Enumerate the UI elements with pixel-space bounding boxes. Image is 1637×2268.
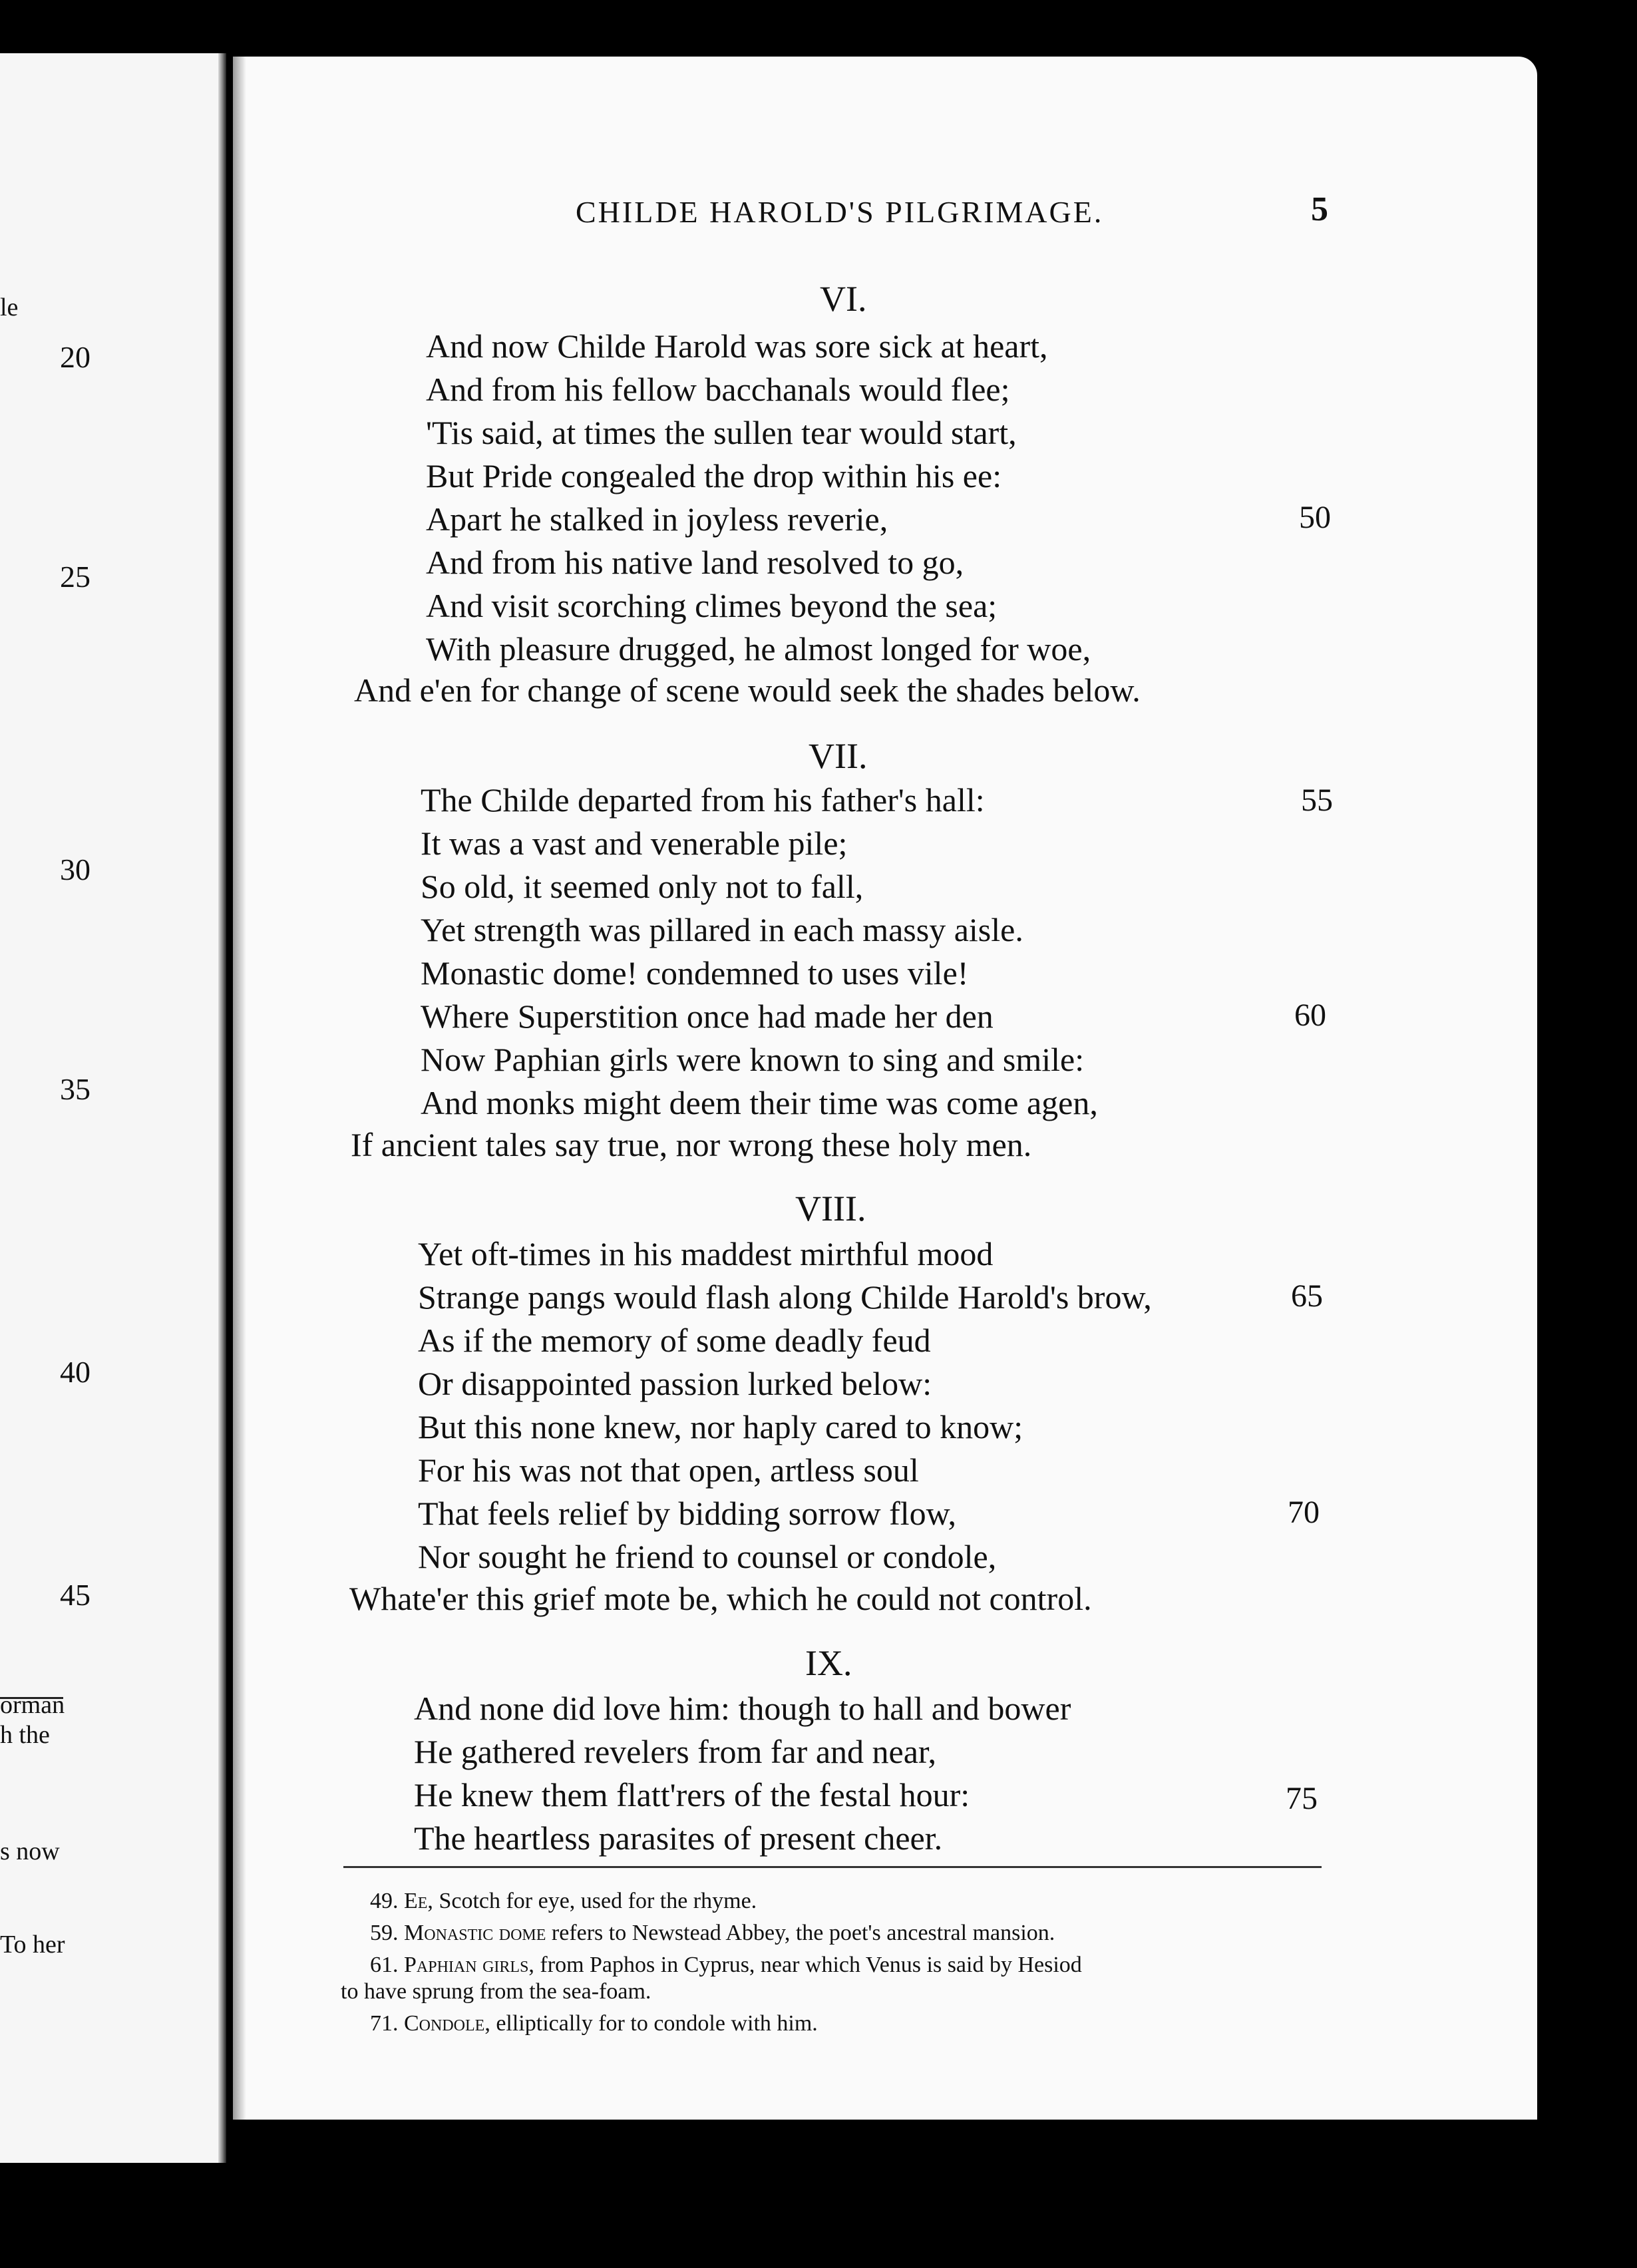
verse-line: Yet oft-times in his maddest mirthful mood xyxy=(418,1235,994,1272)
left-line-number: 25 xyxy=(60,560,91,594)
footnote xyxy=(370,1887,757,1915)
page-gutter-shadow xyxy=(233,57,246,2120)
running-head: CHILDE HAROLD'S PILGRIMAGE. xyxy=(576,195,1104,229)
verse-line: Now Paphian girls were known to sing and smile: xyxy=(421,1041,1085,1078)
verse-line: The Childe departed from his father's hall: xyxy=(421,781,985,819)
footnote xyxy=(370,1951,1082,1979)
footnote-ref: 59. xyxy=(370,1921,399,1945)
left-line-number: 20 xyxy=(60,340,91,374)
verse-line: Nor sought he friend to counsel or condole, xyxy=(418,1538,997,1575)
verse-line: But this none knew, nor haply cared to know; xyxy=(418,1408,1023,1445)
left-line-number: 35 xyxy=(60,1072,91,1106)
footnote-term: Ee, xyxy=(404,1889,433,1913)
verse-line: Whate'er this grief mote be, which he could not control. xyxy=(349,1580,1092,1617)
footnote xyxy=(370,1919,1055,1947)
footnote-text: refers to Newstead Abbey, the poet's ancestral mansion. xyxy=(551,1921,1055,1945)
verse-line: And e'en for change of scene would seek the shades below. xyxy=(354,671,1141,709)
footnote-text: elliptically for to condole with him. xyxy=(496,2011,818,2036)
left-page-fragment: To her xyxy=(0,1931,65,1959)
verse-line: Yet strength was pillared in each massy aisle. xyxy=(421,911,1023,948)
verse-line: Strange pangs would flash along Childe Harold's brow, xyxy=(418,1278,1152,1316)
verse-line: He gathered revelers from far and near, xyxy=(414,1733,937,1770)
verse-line: And from his fellow bacchanals would flee; xyxy=(426,371,1010,408)
stanza-number: VIII. xyxy=(795,1189,866,1228)
line-number: 65 xyxy=(1291,1278,1323,1314)
footnote-rule xyxy=(343,1866,1322,1868)
verse-line: And now Childe Harold was sore sick at heart, xyxy=(426,327,1048,365)
left-line-number: 40 xyxy=(60,1355,91,1389)
footnote xyxy=(370,2010,818,2038)
footnote-term: Monastic dome xyxy=(404,1921,546,1945)
line-number: 60 xyxy=(1294,998,1326,1033)
stanza-number: VI. xyxy=(820,279,867,319)
line-number: 75 xyxy=(1286,1781,1318,1816)
verse-line: And visit scorching climes beyond the sea; xyxy=(426,587,998,624)
line-number: 50 xyxy=(1299,500,1331,535)
verse-line: It was a vast and venerable pile; xyxy=(421,825,848,862)
verse-line: With pleasure drugged, he almost longed for woe, xyxy=(426,630,1091,667)
page-number: 5 xyxy=(1311,190,1328,228)
footnote-ref: 61. xyxy=(370,1953,399,1977)
footnote-text: from Paphos in Cyprus, near which Venus is said by Hesiod xyxy=(540,1953,1082,1977)
verse-line: And none did love him: though to hall and bower xyxy=(414,1690,1071,1727)
verse-line: And monks might deem their time was come agen, xyxy=(421,1084,1098,1121)
verse-line: 'Tis said, at times the sullen tear would start, xyxy=(426,414,1017,451)
verse-line: So old, it seemed only not to fall, xyxy=(421,868,864,905)
left-page-fragment: le xyxy=(0,293,19,321)
verse-line: As if the memory of some deadly feud xyxy=(418,1322,931,1359)
footnote-ref: 49. xyxy=(370,1889,399,1913)
verse-line: For his was not that open, artless soul xyxy=(418,1451,919,1489)
verse-line: The heartless parasites of present cheer. xyxy=(414,1819,943,1857)
verse-line: But Pride congealed the drop within his ee: xyxy=(426,457,1002,494)
verse-line: Apart he stalked in joyless reverie, xyxy=(426,500,888,538)
footnote-term: Paphian girls, xyxy=(404,1953,534,1977)
left-page-fragment: orman xyxy=(0,1691,65,1719)
verse-line: That feels relief by bidding sorrow flow, xyxy=(418,1495,957,1532)
footnote-ref: 71. xyxy=(370,2011,399,2036)
verse-line: Or disappointed passion lurked below: xyxy=(418,1365,932,1402)
previous-page-edge xyxy=(0,53,226,2163)
left-line-number: 45 xyxy=(60,1578,91,1612)
page-fold xyxy=(218,53,226,2163)
footnote-continuation: to have sprung from the sea-foam. xyxy=(341,1979,651,2004)
verse-line: And from his native land resolved to go, xyxy=(426,544,964,581)
stanza-number: VII. xyxy=(809,736,868,776)
verse-line: Where Superstition once had made her den xyxy=(421,998,994,1035)
verse-line: Monastic dome! condemned to uses vile! xyxy=(421,954,969,992)
footnote-term: Condole, xyxy=(404,2011,490,2036)
line-number: 55 xyxy=(1301,783,1333,818)
footnote-text: Scotch for eye, used for the rhyme. xyxy=(439,1889,757,1913)
verse-line: He knew them flatt'rers of the festal hour: xyxy=(414,1776,970,1813)
stanza-number: IX. xyxy=(805,1643,852,1683)
left-page-fragment: h the xyxy=(0,1721,50,1749)
left-line-number: 30 xyxy=(60,852,91,886)
verse-line: If ancient tales say true, nor wrong these holy men. xyxy=(351,1126,1032,1163)
left-page-fragment: s now xyxy=(0,1837,60,1865)
line-number: 70 xyxy=(1288,1495,1320,1530)
